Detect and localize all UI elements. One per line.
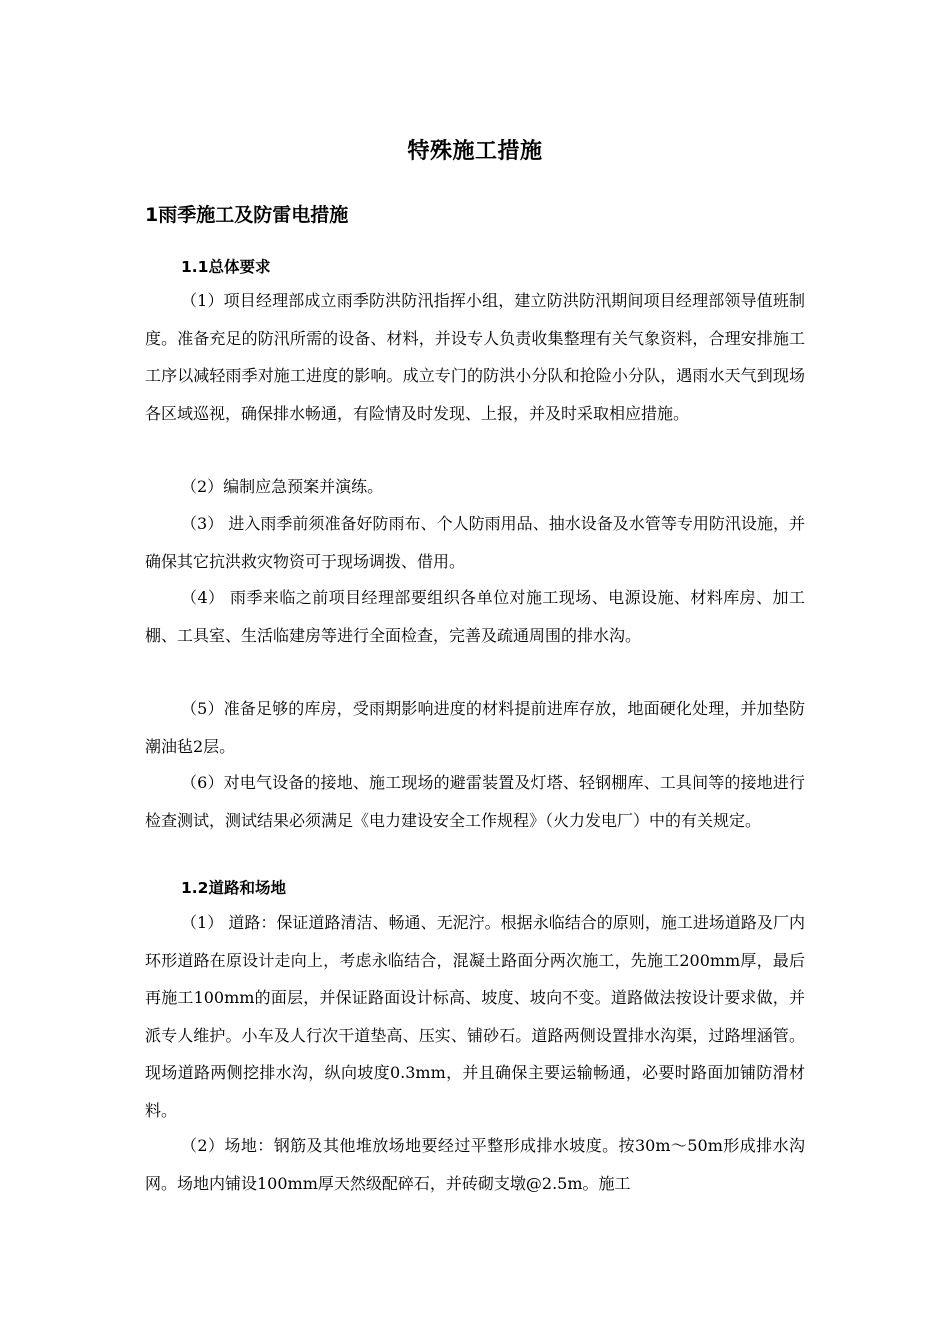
paragraph-1-2-2: （2）场地：钢筋及其他堆放场地要经过平整形成排水坡度。按30m～50m形成排水沟网。场地内铺设100mm厚天然级配碎石，并砖砌支墩@2.5m。施工 [145,1136,805,1193]
paragraph-1-1-6: （6）对电气设备的接地、施工现场的避雷装置及灯塔、轻钢棚库、工具间等的接地进行检查测试，测试结果必须满足《电力建设安全工作规程》（火力发电厂）中的有关规定。 [145,773,805,830]
paragraph-1-2-1: （1） 道路：保证道路清洁、畅通、无泥泞。根据永临结合的原则，施工进场道路及厂内环形道路在原设计走向上，考虑永临结合，混凝土路面分两次施工，先施工200mm厚，最后再施工100mm的面层，并保证路面设计标高、坡度、坡向不变。道路做法按设计要求做，并派专人维护。小车及人行次干道垫高、压实、铺砂石。道路两侧设置排水沟渠，过路埋涵管。现场道路两侧挖排水沟，纵向坡度0.3mm，并且确保主要运输畅通，必要时路面加铺防滑材料。 [145,913,805,1120]
page-title: 特殊施工措施 [407,139,543,164]
paragraph-1-1-1: （1）项目经理部成立雨季防洪防汛指挥小组，建立防洪防汛期间项目经理部领导值班制度。准备充足的防汛所需的设备、材料，并设专人负责收集整理有关气象资料，合理安排施工工序以减轻雨季对施工进度的影响。成立专门的防洪小分队和抢险小分队，遇雨水天气到现场各区域巡视，确保排水畅通，有险情及时发现、上报，并及时采取相应措施。 [145,291,805,423]
section-heading-rainy-season: 1雨季施工及防雷电措施 [145,204,349,226]
paragraph-1-1-4: （4） 雨季来临之前项目经理部要组织各单位对施工现场、电源设施、材料库房、加工棚、工具室、生活临建房等进行全面检查，完善及疏通周围的排水沟。 [145,588,805,645]
paragraph-1-1-5: （5）准备足够的库房，受雨期影响进度的材料提前进库存放，地面硬化处理，并加垫防潮油毡2层。 [145,699,805,756]
paragraph-1-1-2: （2）编制应急预案并演练。 [181,477,384,496]
subsection-heading-general-requirements: 1.1总体要求 [181,258,271,276]
subsection-heading-roads-and-site: 1.2道路和场地 [181,879,286,897]
paragraph-1-1-3: （3） 进入雨季前须准备好防雨布、个人防雨用品、抽水设备及水管等专用防汛设施，并确保其它抗洪救灾物资可于现场调拨、借用。 [145,514,805,571]
